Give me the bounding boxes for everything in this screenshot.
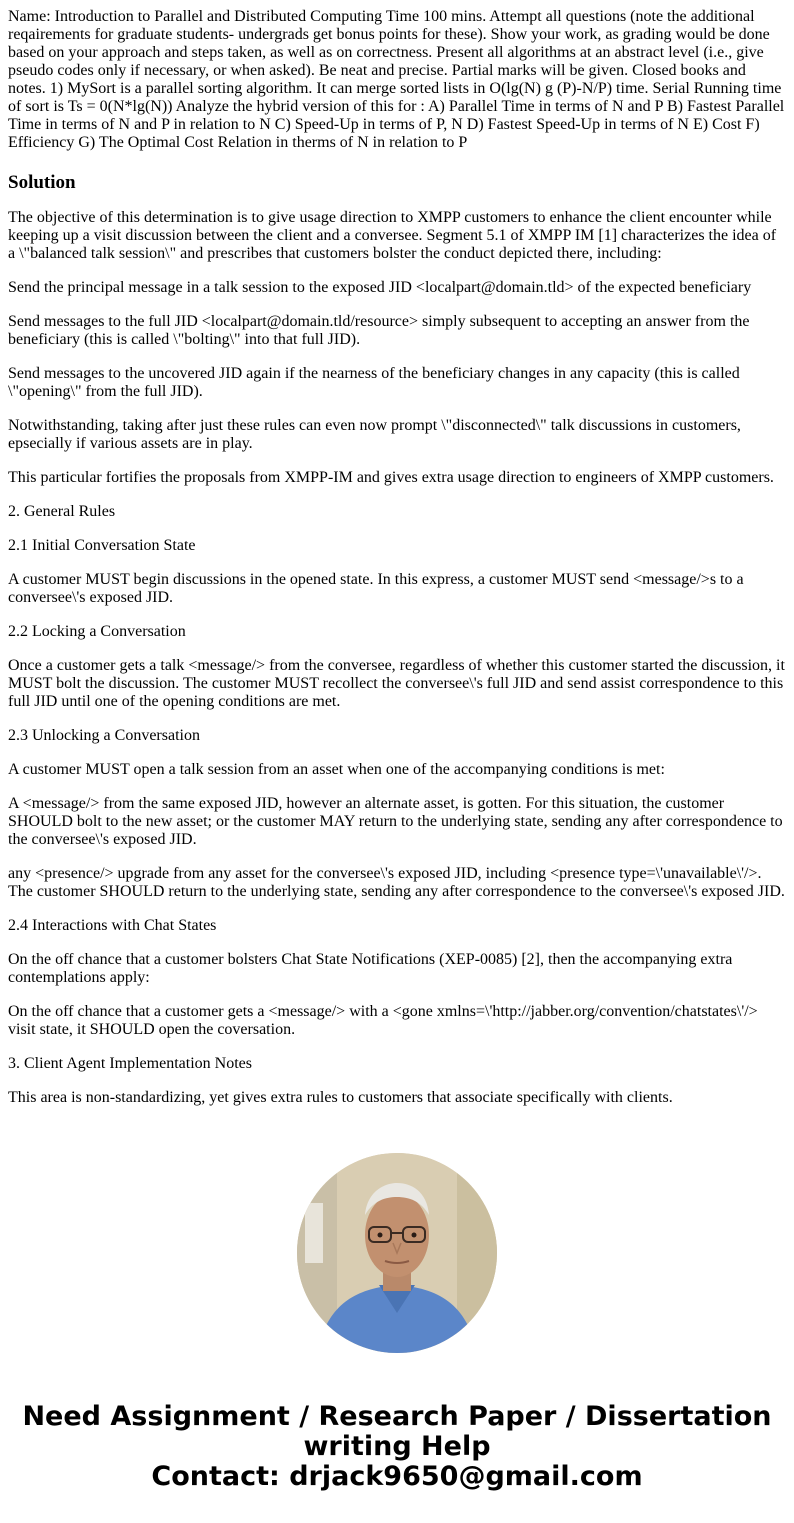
- solution-paragraph-intro: The objective of this determination is to give usage direction to XMPP customers to enhance the client encounter while keeping up a visit discussion between the client and a conversee. Segment 5.1 of XMPP IM [1] characterizes the idea of a \"balanced talk session\" and prescribes that customers bolster the conduct depicted there, including:: [8, 209, 777, 262]
- section-heading-client-notes: 3. Client Agent Implementation Notes: [8, 1055, 252, 1072]
- solution-paragraph: A customer MUST open a talk session from an asset when one of the accompanying conditions is met:: [8, 761, 665, 778]
- solution-paragraph: Send the principal message in a talk session to the exposed JID <localpart@domain.tld> of the expected beneficiary: [8, 279, 752, 296]
- banner-line-contact: Contact: drjack9650@gmail.com: [151, 1461, 643, 1492]
- solution-paragraph: Send messages to the uncovered JID again if the nearness of the beneficiary changes in any capacity (this is called \"opening\" from the full JID).: [8, 365, 740, 400]
- solution-paragraph: This particular fortifies the proposals from XMPP-IM and gives extra usage direction to engineers of XMPP customers.: [8, 469, 774, 486]
- solution-paragraph: Notwithstanding, taking after just these rules can even now prompt \"disconnected\" talk discussions in customers, epsecially if various assets are in play.: [8, 417, 741, 452]
- author-portrait-image: [297, 1153, 497, 1353]
- solution-paragraph: Once a customer gets a talk <message/> from the conversee, regardless of whether this customer started the discussion, it MUST bolt the discussion. The customer MUST recollect the conversee\'s full JID and send assist correspondence to this full JID until one of the opening conditions are met.: [8, 657, 785, 710]
- subsection-heading-chat-states: 2.4 Interactions with Chat States: [8, 917, 217, 934]
- document-body: [8, 8, 786, 1107]
- subsection-heading-initial-state: 2.1 Initial Conversation State: [8, 537, 196, 554]
- subsection-heading-locking: 2.2 Locking a Conversation: [8, 623, 186, 640]
- solution-paragraph: On the off chance that a customer bolsters Chat State Notifications (XEP-0085) [2], then the accompanying extra contemplations apply:: [8, 951, 733, 986]
- solution-paragraph: any <presence/> upgrade from any asset for the conversee\'s exposed JID, including <presence type=\'unavailable\'/>. The customer SHOULD return to the underlying state, sending any after correspondence to the conversee\'s exposed JID.: [8, 865, 785, 900]
- solution-paragraph: Send messages to the full JID <localpart@domain.tld/resource> simply subsequent to accepting an answer from the beneficiary (this is called \"bolting\" into that full JID).: [8, 313, 750, 348]
- question-text: Name: Introduction to Parallel and Distributed Computing Time 100 mins. Attempt all questions (note the additional reqairements for graduate students- undergrads get bonus points for these). Show your work, as grading would be done based on your approach and steps taken, as well as on correctness. Present all algorithms at an abstract level (i.e., give pseudo codes only if necessary, or when asked). Be neat and precise. Partial marks will be given. Closed books and notes. 1) MySort is a parallel sorting algorithm. It can merge sorted lists in O(lg(N) g (P)-N/P) time. Serial Running time of sort is Ts = 0(N*lg(N)) Analyze the hybrid version of this for : A) Parallel Time in terms of N and P B) Fastest Parallel Time in terms of N and P in relation to N C) Speed-Up in terms of P, N D) Fastest Speed-Up in terms of N E) Cost F) Efficiency G) The Optimal Cost Relation in therms of N in relation to P: [8, 8, 785, 151]
- contact-banner: [0, 1402, 794, 1492]
- solution-paragraph: A <message/> from the same exposed JID, however an alternate asset, is gotten. For this situation, the customer SHOULD bolt to the new asset; or the customer MAY return to the underlying state, sending any after correspondence to the conversee\'s exposed JID.: [8, 795, 783, 848]
- section-heading-general-rules: 2. General Rules: [8, 503, 116, 520]
- solution-paragraph: This area is non-standardizing, yet gives extra rules to customers that associate specifically with clients.: [8, 1089, 673, 1106]
- solution-heading: Solution: [8, 172, 76, 193]
- author-avatar: [297, 1153, 497, 1353]
- banner-line-assignment: Need Assignment / Research Paper / Dissertation: [22, 1401, 772, 1432]
- banner-line-help: writing Help: [303, 1431, 491, 1462]
- subsection-heading-unlocking: 2.3 Unlocking a Conversation: [8, 727, 200, 744]
- solution-paragraph: On the off chance that a customer gets a <message/> with a <gone xmlns=\'http://jabber.org/convention/chatstates\'/> visit state, it SHOULD open the coversation.: [8, 1003, 758, 1038]
- solution-paragraph: A customer MUST begin discussions in the opened state. In this express, a customer MUST send <message/>s to a conversee\'s exposed JID.: [8, 571, 744, 606]
